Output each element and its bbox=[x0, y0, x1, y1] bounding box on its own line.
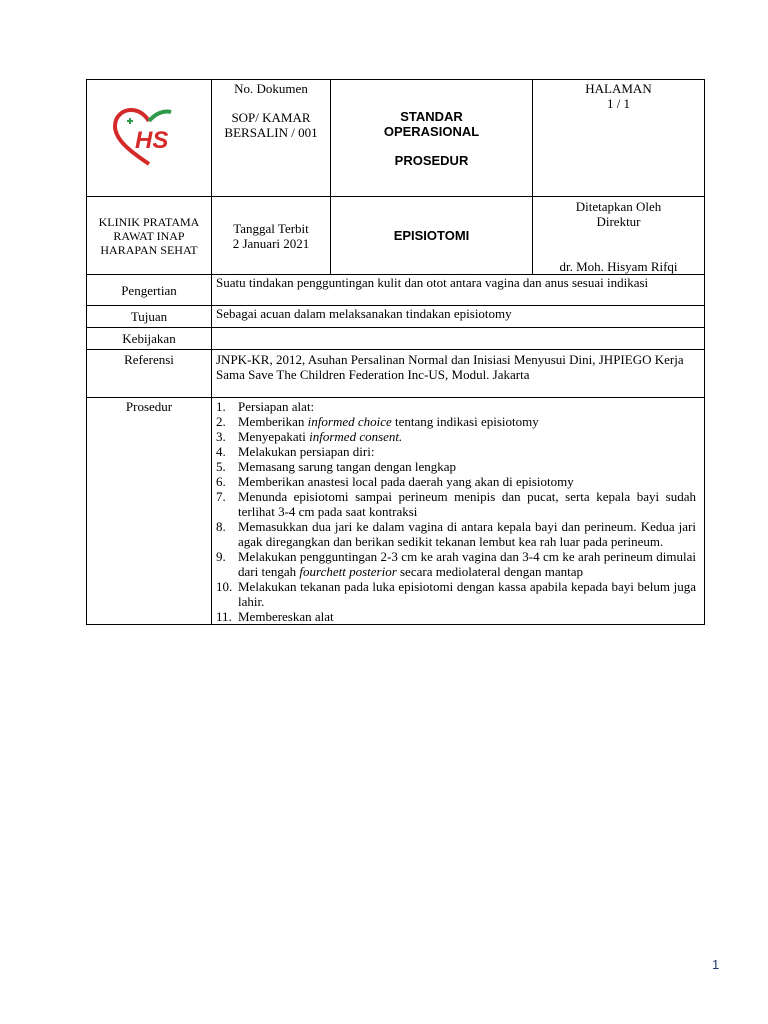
prosedur-step bbox=[216, 519, 696, 549]
referensi-label: Referensi bbox=[87, 350, 212, 398]
step-text-emphasis: informed choice bbox=[307, 414, 392, 429]
step-text-pre: Memberikan bbox=[238, 414, 308, 429]
step-number: 9. bbox=[216, 549, 226, 564]
pengertian-label: Pengertian bbox=[87, 275, 212, 306]
prosedur-steps-cell bbox=[212, 398, 705, 625]
step-text-post: secara mediolateral dengan mantap bbox=[396, 564, 583, 579]
logo-cell bbox=[87, 80, 212, 197]
no-dokumen-value: SOP/ KAMAR BERSALIN / 001 bbox=[224, 110, 318, 140]
klinik-logo bbox=[111, 106, 187, 168]
step-text: Persiapan alat: bbox=[238, 399, 315, 414]
step-number: 6. bbox=[216, 474, 226, 489]
prosedur-step bbox=[216, 399, 696, 414]
step-text: Melakukan persiapan diri: bbox=[238, 444, 375, 459]
sop-title-line3: PROSEDUR bbox=[394, 153, 469, 168]
no-dokumen-cell bbox=[212, 80, 331, 197]
tanggal-label: Tanggal Terbit bbox=[233, 220, 309, 236]
step-number: 1. bbox=[216, 399, 226, 414]
sop-title-cell bbox=[331, 80, 533, 197]
halaman-value: 1 / 1 bbox=[606, 96, 631, 111]
page-number: 1 bbox=[712, 957, 720, 972]
step-text bbox=[238, 414, 696, 429]
step-text bbox=[238, 549, 696, 579]
kebijakan-label: Kebijakan bbox=[87, 328, 212, 350]
sop-title-line1: STANDAR bbox=[400, 109, 463, 124]
step-number: 11. bbox=[216, 609, 232, 624]
step-text-emphasis: informed consent. bbox=[309, 429, 403, 444]
ditetapkan-cell bbox=[533, 197, 705, 275]
tujuan-text: Sebagai acuan dalam melaksanakan tindakan episiotomy bbox=[212, 306, 705, 328]
step-text-pre: Menyepakati bbox=[238, 429, 310, 444]
pengertian-text: Suatu tindakan pengguntingan kulit dan otot antara vagina dan anus sesuai indikasi bbox=[212, 275, 705, 306]
step-text: Memasang sarung tangan dengan lengkap bbox=[238, 459, 457, 474]
step-number: 8. bbox=[216, 519, 226, 534]
step-number: 4. bbox=[216, 444, 226, 459]
tujuan-label: Tujuan bbox=[87, 306, 212, 328]
prosedur-step bbox=[216, 489, 696, 519]
step-text: Membereskan alat bbox=[238, 609, 334, 624]
prosedur-step bbox=[216, 459, 696, 474]
prosedur-label: Prosedur bbox=[87, 398, 212, 625]
logo-text: HS bbox=[135, 126, 169, 154]
step-number: 10. bbox=[216, 579, 233, 594]
sop-table bbox=[86, 79, 705, 625]
prosedur-step bbox=[216, 444, 696, 459]
klinik-name: KLINIK PRATAMA RAWAT INAP HARAPAN SEHAT bbox=[98, 214, 200, 257]
step-text: Melakukan tekanan pada luka episiotomi dengan kassa apabila kepada bayi belum juga lahir. bbox=[238, 579, 696, 609]
step-text: Menunda episiotomi sampai perineum menipis dan pucat, serta kepala bayi sudah terlihat 3-4 cm pada saat kontraksi bbox=[238, 489, 696, 519]
klinik-name-cell bbox=[87, 197, 212, 275]
step-number: 7. bbox=[216, 489, 226, 504]
step-text-post: tentang indikasi episiotomy bbox=[391, 414, 539, 429]
tanggal-cell bbox=[212, 197, 331, 275]
prosedur-step bbox=[216, 609, 696, 624]
prosedur-step bbox=[216, 474, 696, 489]
prosedur-step bbox=[216, 414, 696, 429]
no-dokumen-label: No. Dokumen bbox=[234, 81, 308, 96]
doc-title-cell bbox=[331, 197, 533, 275]
halaman-label: HALAMAN bbox=[585, 81, 652, 96]
step-text-emphasis: fourchett posterior bbox=[299, 564, 397, 579]
step-number: 5. bbox=[216, 459, 226, 474]
prosedur-step bbox=[216, 429, 696, 444]
ditetapkan-name: dr. Moh. Hisyam Rifqi bbox=[559, 259, 678, 274]
tanggal-value: 2 Januari 2021 bbox=[232, 235, 310, 251]
step-text: Memberikan anastesi local pada daerah yang akan di episiotomy bbox=[238, 474, 574, 489]
sop-title-line2: OPERASIONAL bbox=[383, 124, 480, 139]
ditetapkan-label: Ditetapkan Oleh bbox=[575, 199, 662, 214]
step-number: 2. bbox=[216, 414, 226, 429]
step-text bbox=[238, 429, 696, 444]
kebijakan-text bbox=[212, 328, 705, 350]
referensi-text: JNPK-KR, 2012, Asuhan Persalinan Normal dan Inisiasi Menyusui Dini, JHPIEGO Kerja Sama Save The Children Federation Inc-US, Modul. Jakarta bbox=[212, 350, 705, 398]
step-text-pre: Melakukan pengguntingan 2-3 cm ke arah vagina dan 3-4 cm ke arah perineum dimulai dari tengah bbox=[238, 549, 696, 579]
doc-title: EPISIOTOMI bbox=[393, 228, 470, 243]
halaman-cell bbox=[533, 80, 705, 197]
prosedur-step bbox=[216, 549, 696, 579]
ditetapkan-role: Direktur bbox=[596, 214, 641, 229]
step-text: Memasukkan dua jari ke dalam vagina di antara kepala bayi dan perineum. Kedua jari agak diregangkan dan berikan sedikit tekanan lembut kea rah luar pada perineum. bbox=[238, 519, 696, 549]
prosedur-step bbox=[216, 579, 696, 609]
prosedur-steps-list bbox=[216, 399, 696, 624]
step-number: 3. bbox=[216, 429, 226, 444]
